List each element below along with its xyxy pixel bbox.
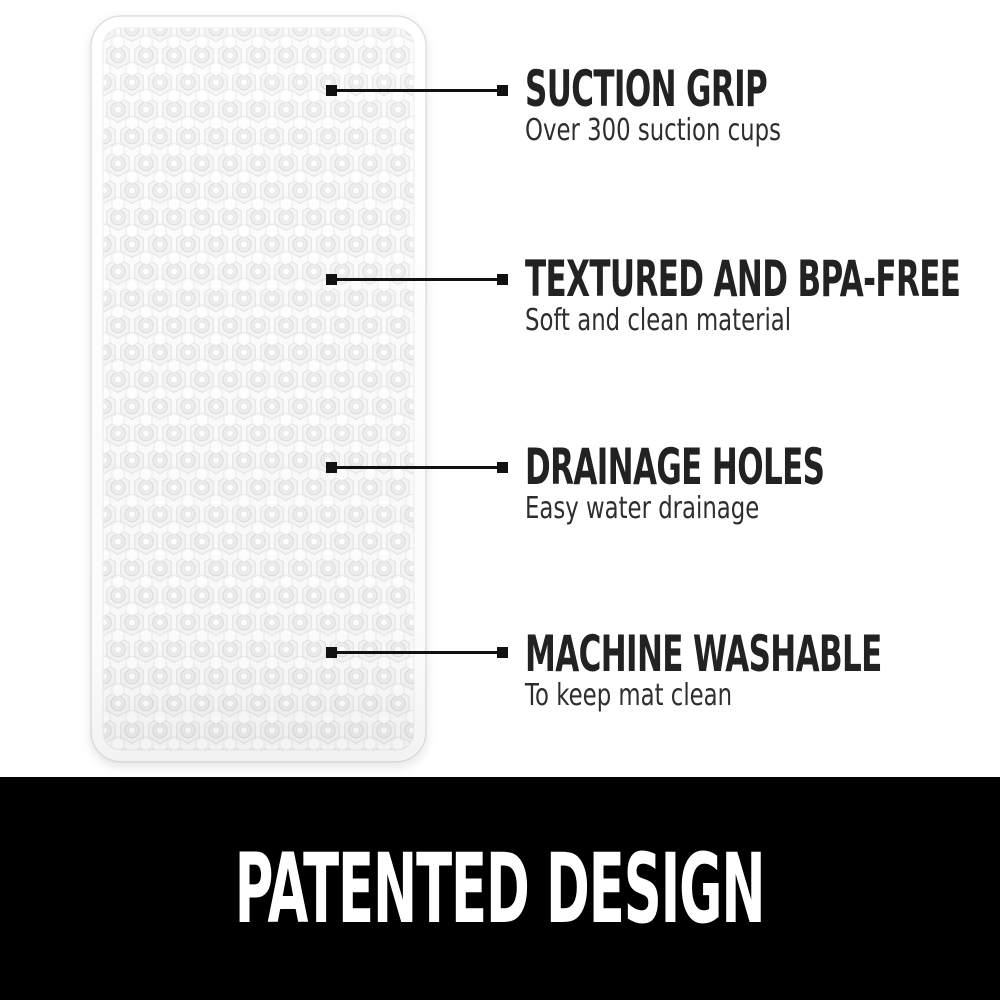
leader-line-drainage bbox=[326, 462, 508, 473]
line-endpoint-square bbox=[497, 462, 508, 473]
leader-line-washable bbox=[326, 647, 508, 658]
leader-line bbox=[337, 278, 497, 281]
callout-suction-grip bbox=[525, 60, 916, 148]
callout-subtitle: Over 300 suction cups bbox=[525, 113, 781, 148]
leader-line bbox=[337, 89, 497, 92]
line-endpoint-square bbox=[326, 462, 337, 473]
callout-subtitle: To keep mat clean bbox=[525, 678, 733, 713]
leader-line bbox=[337, 651, 497, 654]
callout-subtitle: Easy water drainage bbox=[525, 491, 760, 526]
callout-title: TEXTURED AND BPA-FREE bbox=[525, 250, 961, 308]
callout-subtitle: Soft and clean material bbox=[525, 303, 792, 338]
line-endpoint-square bbox=[326, 274, 337, 285]
callout-title: DRAINAGE HOLES bbox=[525, 438, 825, 496]
callout-textured-bpa-free bbox=[525, 250, 1000, 338]
callout-machine-washable bbox=[525, 625, 1000, 713]
line-endpoint-square bbox=[326, 647, 337, 658]
banner-label: PATENTED DESIGN bbox=[235, 832, 765, 945]
line-endpoint-square bbox=[326, 85, 337, 96]
leader-line-suction-grip bbox=[326, 85, 508, 96]
callout-title: SUCTION GRIP bbox=[525, 60, 768, 118]
line-endpoint-square bbox=[497, 85, 508, 96]
leader-line-textured bbox=[326, 274, 508, 285]
line-endpoint-square bbox=[497, 274, 508, 285]
line-endpoint-square bbox=[497, 647, 508, 658]
patented-design-banner bbox=[0, 777, 1000, 1000]
leader-line bbox=[337, 466, 497, 469]
callout-drainage-holes bbox=[525, 438, 1000, 526]
callout-title: MACHINE WASHABLE bbox=[525, 625, 882, 683]
